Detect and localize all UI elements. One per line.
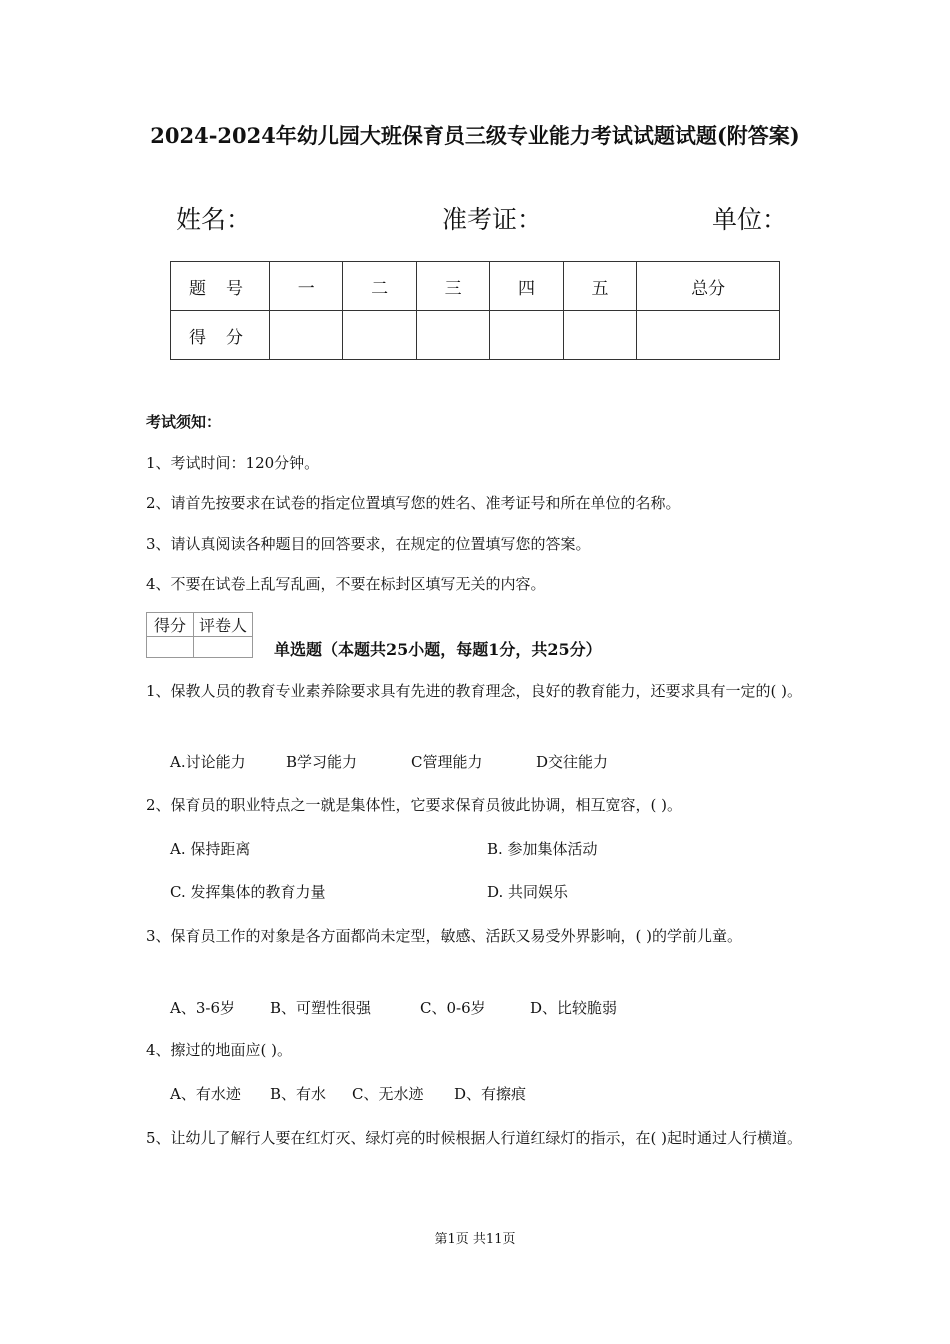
score-cell[interactable]: [270, 311, 343, 360]
score-table-header-row: [171, 262, 780, 311]
score-cell[interactable]: [563, 311, 636, 360]
q3-option-c[interactable]: C、0-6岁: [420, 999, 486, 1017]
notice-item: 1、考试时间：120分钟。: [146, 454, 320, 472]
q1-option-c[interactable]: C管理能力: [411, 753, 483, 771]
q3-option-b[interactable]: B、可塑性很强: [270, 999, 372, 1017]
score-cell[interactable]: [416, 311, 489, 360]
notice-item: 3、请认真阅读各种题目的回答要求，在规定的位置填写您的答案。: [146, 535, 591, 553]
question-2: 2、保育员的职业特点之一就是集体性，它要求保育员彼此协调，相互宽容，( )。: [146, 796, 683, 814]
header-cell: 一: [270, 262, 343, 311]
q4-option-b[interactable]: B、有水: [270, 1085, 327, 1103]
score-cell[interactable]: [637, 311, 780, 360]
score-cell[interactable]: [343, 311, 416, 360]
header-cell: 总分: [637, 262, 780, 311]
name-label: 姓名：: [176, 205, 252, 234]
header-cell: 五: [563, 262, 636, 311]
grader-reviewer-label: 评卷人: [194, 613, 253, 637]
row-label-score: 得分: [171, 311, 270, 360]
exam-id-label: 准考证：: [442, 205, 543, 234]
grader-reviewer-cell[interactable]: [194, 637, 253, 658]
grader-box: [146, 612, 253, 658]
header-cell: 三: [416, 262, 489, 311]
grader-score-label: 得分: [147, 613, 194, 637]
question-3: 3、保育员工作的对象是各方面都尚未定型，敏感、活跃又易受外界影响，( )的学前儿童。: [146, 927, 743, 945]
q2-option-c[interactable]: C. 发挥集体的教育力量: [170, 883, 326, 901]
grader-score-cell[interactable]: [147, 637, 194, 658]
q3-option-d[interactable]: D、比较脆弱: [530, 999, 618, 1017]
question-4: 4、擦过的地面应( )。: [146, 1041, 293, 1059]
q2-option-d[interactable]: D. 共同娱乐: [487, 883, 569, 901]
q1-option-d[interactable]: D交往能力: [536, 753, 609, 771]
score-table-score-row: [171, 311, 780, 360]
question-5: 5、让幼儿了解行人要在红灯灭、绿灯亮的时候根据人行道红绿灯的指示，在( )起时通过人行横道。: [146, 1129, 803, 1147]
q4-option-c[interactable]: C、无水迹: [352, 1085, 424, 1103]
q3-option-a[interactable]: A、3-6岁: [170, 999, 235, 1017]
row-label-question-number: 题号: [171, 262, 270, 311]
question-1: 1、保教人员的教育专业素养除要求具有先进的教育理念，良好的教育能力，还要求具有一定的( )。: [146, 682, 803, 700]
q4-option-a[interactable]: A、有水迹: [170, 1085, 241, 1103]
q1-option-a[interactable]: A.讨论能力: [170, 753, 246, 771]
section-title: 单选题（本题共25小题，每题1分，共25分）: [274, 640, 602, 659]
header-cell: 二: [343, 262, 416, 311]
unit-label: 单位：: [712, 205, 788, 234]
score-table: [170, 261, 780, 360]
q2-option-b[interactable]: B. 参加集体活动: [487, 840, 598, 858]
page-footer: 第1页 共11页: [434, 1232, 516, 1247]
document-title: 2024-2024年幼儿园大班保育员三级专业能力考试试题试题(附答案): [150, 123, 800, 148]
notice-item: 2、请首先按要求在试卷的指定位置填写您的姓名、准考证号和所在单位的名称。: [146, 494, 681, 512]
notice-heading: 考试须知：: [146, 413, 222, 431]
score-cell[interactable]: [490, 311, 563, 360]
q1-option-b[interactable]: B学习能力: [286, 753, 358, 771]
header-cell: 四: [490, 262, 563, 311]
notice-item: 4、不要在试卷上乱写乱画，不要在标封区填写无关的内容。: [146, 575, 546, 593]
q4-option-d[interactable]: D、有擦痕: [454, 1085, 527, 1103]
q2-option-a[interactable]: A. 保持距离: [170, 840, 251, 858]
